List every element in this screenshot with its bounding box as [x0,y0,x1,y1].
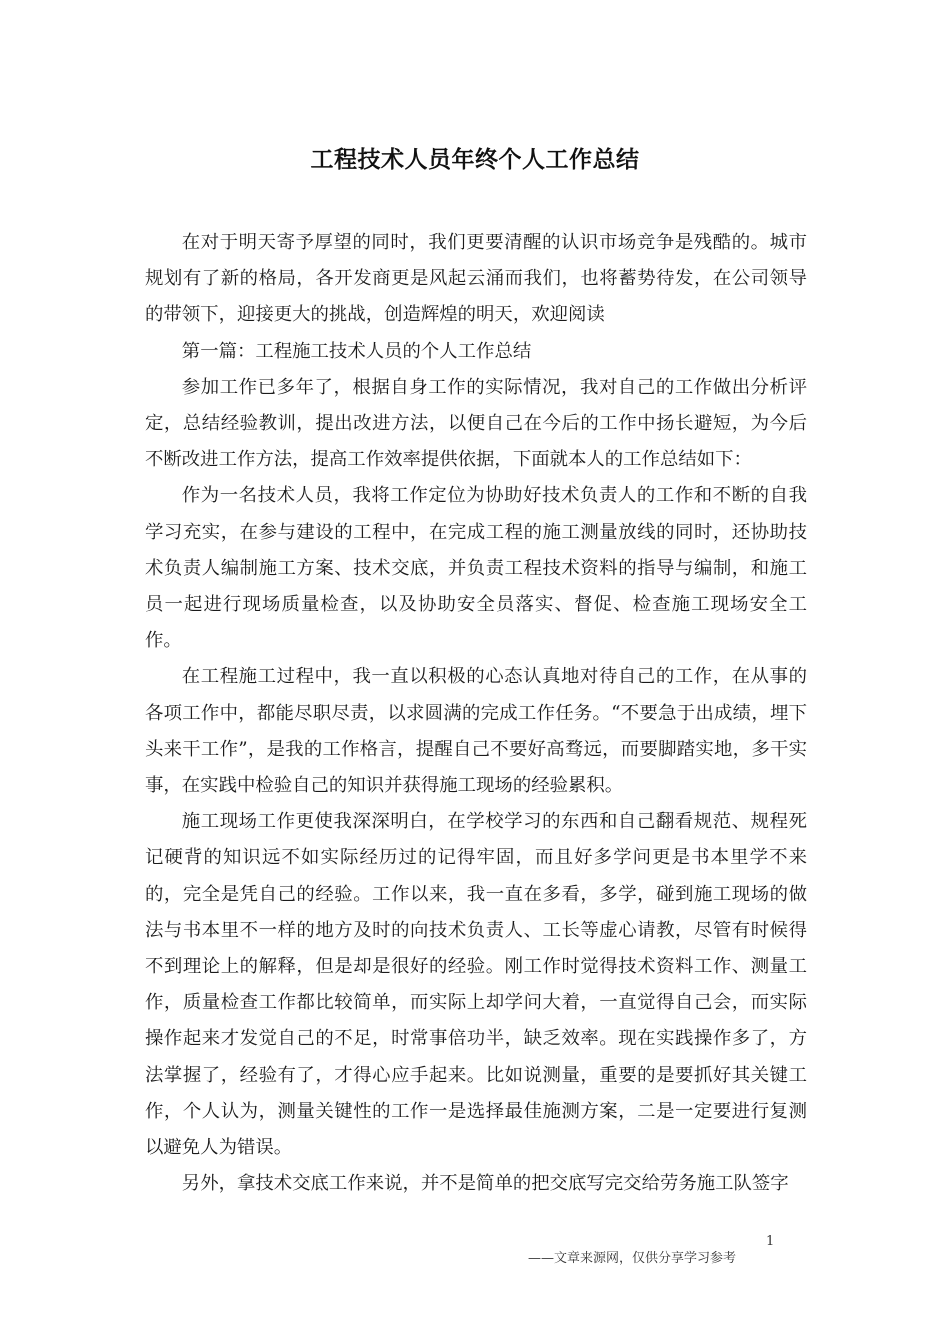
body-paragraph: 另外，拿技术交底工作来说，并不是简单的把交底写完交给劳务施工队签字 [181,1173,789,1195]
section-heading: 第一篇：工程施工技术人员的个人工作总结 [181,340,532,362]
body-paragraph: 在工程施工过程中，我一直以积极的心态认真地对待自己的工作，在从事的各项工作中，都能尽职尽责，以求圆满的完成工作任务。“不要急于出成绩，埋下头来干工作”，是我的工作格言，提醒自己不要好高骛远，而要脚踏实地，多干实事，在实践中检验自己的知识并获得施工现场的经验累积。 [145,666,807,797]
page-number: 1 [766,1234,775,1249]
document-title: 工程技术人员年终个人工作总结 [310,147,640,173]
document-body [145,225,807,1202]
source-note: ——文章来源网，仅供分享学习参考 [528,1251,737,1266]
intro-paragraph: 在对于明天寄予厚望的同时，我们更要清醒的认识市场竞争是残酷的。城市规划有了新的格局，各开发商更是风起云涌而我们，也将蓄势待发，在公司领导的带领下，迎接更大的挑战，创造辉煌的明天，欢迎阅读 [145,232,807,326]
body-paragraph: 参加工作已多年了，根据自身工作的实际情况，我对自己的工作做出分析评定，总结经验教训，提出改进方法，以便自己在今后的工作中扬长避短，为今后不断改进工作方法，提高工作效率提供依据，下面就本人的工作总结如下： [145,376,807,471]
body-paragraph: 施工现场工作更使我深深明白，在学校学习的东西和自己翻看规范、规程死记硬背的知识远不如实际经历过的记得牢固，而且好多学问更是书本里学不来的，完全是凭自己的经验。工作以来，我一直在多看，多学，碰到施工现场的做法与书本里不一样的地方及时的向技术负责人、工长等虚心请教，尽管有时候得不到理论上的解释，但是却是很好的经验。刚工作时觉得技术资料工作、测量工作，质量检查工作都比较简单，而实际上却学问大着，一直觉得自己会，而实际操作起来才发觉自己的不足，时常事倍功半，缺乏效率。现在实践操作多了，方法掌握了，经验有了，才得心应手起来。比如说测量，重要的是要抓好其关键工作，个人认为，测量关键性的工作一是选择最佳施测方案，二是一定要进行复测以避免人为错误。 [145,811,807,1159]
body-paragraph: 作为一名技术人员，我将工作定位为协助好技术负责人的工作和不断的自我学习充实，在参与建设的工程中，在完成工程的施工测量放线的同时，还协助技术负责人编制施工方案、技术交底，并负责工程技术资料的指导与编制，和施工员一起进行现场质量检查，以及协助安全员落实、督促、检查施工现场安全工作。 [145,485,807,652]
